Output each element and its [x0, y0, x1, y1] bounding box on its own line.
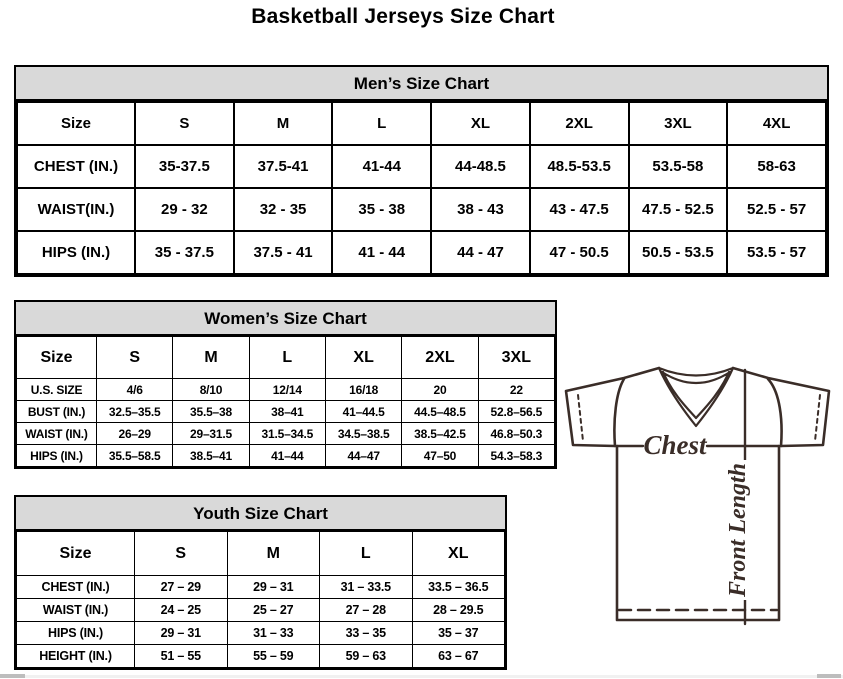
data-cell: 44-48.5 — [431, 145, 530, 188]
data-cell: 34.5–38.5 — [325, 423, 401, 445]
data-cell: 44 - 47 — [431, 231, 530, 274]
column-header-cell: M — [234, 102, 333, 145]
data-cell: 37.5 - 41 — [234, 231, 333, 274]
data-cell: 29 – 31 — [227, 576, 320, 599]
data-cell: 32.5–35.5 — [97, 401, 173, 423]
table-row — [17, 622, 505, 645]
page-title: Basketball Jerseys Size Chart — [251, 5, 555, 28]
front-length-label: Front Length — [725, 462, 751, 598]
table-row — [17, 599, 505, 622]
data-cell: 29 - 32 — [135, 188, 234, 231]
data-cell: 52.8–56.5 — [478, 401, 554, 423]
table-row — [17, 576, 505, 599]
bottom-scrollbar-track — [0, 675, 843, 678]
data-cell: 59 – 63 — [320, 645, 413, 668]
row-label-cell: U.S. SIZE — [17, 379, 97, 401]
data-cell: 31 – 33.5 — [320, 576, 413, 599]
data-cell: 8/10 — [173, 379, 249, 401]
column-header-cell: L — [249, 337, 325, 379]
data-cell: 12/14 — [249, 379, 325, 401]
row-label-cell: WAIST (IN.) — [17, 599, 135, 622]
column-header-cell: Size — [17, 102, 135, 145]
column-header-cell: L — [320, 532, 413, 576]
data-cell: 47.5 - 52.5 — [629, 188, 728, 231]
data-cell: 37.5-41 — [234, 145, 333, 188]
table-row — [17, 401, 555, 423]
row-label-cell: HEIGHT (IN.) — [17, 645, 135, 668]
column-header-cell: Size — [17, 532, 135, 576]
data-cell: 31 – 33 — [227, 622, 320, 645]
jersey-left-seam — [614, 379, 624, 446]
jersey-right-seam — [768, 379, 782, 446]
bottom-left-scrollbar-fragment[interactable] — [0, 674, 25, 678]
data-cell: 54.3–58.3 — [478, 445, 554, 467]
data-cell: 47–50 — [402, 445, 478, 467]
data-cell: 35 – 37 — [412, 622, 505, 645]
column-header-cell: S — [135, 532, 228, 576]
row-label-cell: CHEST (IN.) — [17, 145, 135, 188]
data-cell: 33.5 – 36.5 — [412, 576, 505, 599]
data-cell: 29–31.5 — [173, 423, 249, 445]
data-cell: 25 – 27 — [227, 599, 320, 622]
column-header-cell: M — [173, 337, 249, 379]
data-cell: 41-44 — [332, 145, 431, 188]
data-cell: 41–44.5 — [325, 401, 401, 423]
jersey-left-cuff-dashes — [578, 395, 583, 441]
column-header-cell: L — [332, 102, 431, 145]
data-cell: 4/6 — [97, 379, 173, 401]
data-cell: 44–47 — [325, 445, 401, 467]
data-cell: 16/18 — [325, 379, 401, 401]
table-row — [17, 379, 555, 401]
youth-size-table — [16, 531, 505, 668]
data-cell: 20 — [402, 379, 478, 401]
data-cell: 29 – 31 — [135, 622, 228, 645]
jersey-collar — [659, 368, 733, 426]
column-header-cell: 4XL — [727, 102, 826, 145]
column-header-cell: S — [97, 337, 173, 379]
youth-size-chart-table — [14, 495, 507, 670]
chest-label: Chest — [643, 430, 707, 460]
column-header-cell: 3XL — [629, 102, 728, 145]
column-header-cell: 3XL — [478, 337, 554, 379]
table-row — [17, 145, 826, 188]
mens-size-table — [16, 101, 827, 275]
mens-size-chart-table — [14, 65, 829, 277]
row-label-cell: WAIST(IN.) — [17, 188, 135, 231]
data-cell: 24 – 25 — [135, 599, 228, 622]
row-label-cell: HIPS (IN.) — [17, 622, 135, 645]
bottom-right-scrollbar-fragment[interactable] — [817, 674, 841, 678]
womens-size-table — [16, 336, 555, 467]
column-header-cell: M — [227, 532, 320, 576]
column-header-cell: XL — [431, 102, 530, 145]
data-cell: 52.5 - 57 — [727, 188, 826, 231]
data-cell: 46.8–50.3 — [478, 423, 554, 445]
column-header-cell: 2XL — [530, 102, 629, 145]
data-cell: 38 - 43 — [431, 188, 530, 231]
data-cell: 53.5-58 — [629, 145, 728, 188]
table-row — [17, 445, 555, 467]
data-cell: 35.5–58.5 — [97, 445, 173, 467]
data-cell: 38.5–42.5 — [402, 423, 478, 445]
row-label-cell: HIPS (IN.) — [17, 231, 135, 274]
column-header-cell: S — [135, 102, 234, 145]
table-row — [17, 188, 826, 231]
data-cell: 58-63 — [727, 145, 826, 188]
data-cell: 32 - 35 — [234, 188, 333, 231]
data-cell: 51 – 55 — [135, 645, 228, 668]
data-cell: 55 – 59 — [227, 645, 320, 668]
data-cell: 35 - 37.5 — [135, 231, 234, 274]
column-header-cell: Size — [17, 337, 97, 379]
column-header-cell: XL — [325, 337, 401, 379]
mens-size-chart-title: Men’s Size Chart — [16, 67, 827, 101]
data-cell: 41–44 — [249, 445, 325, 467]
data-cell: 22 — [478, 379, 554, 401]
data-cell: 53.5 - 57 — [727, 231, 826, 274]
table-row — [17, 423, 555, 445]
data-cell: 35 - 38 — [332, 188, 431, 231]
data-cell: 47 - 50.5 — [530, 231, 629, 274]
data-cell: 43 - 47.5 — [530, 188, 629, 231]
column-header-cell: XL — [412, 532, 505, 576]
data-cell: 33 – 35 — [320, 622, 413, 645]
data-cell: 28 – 29.5 — [412, 599, 505, 622]
data-cell: 44.5–48.5 — [402, 401, 478, 423]
header-row — [17, 337, 555, 379]
data-cell: 50.5 - 53.5 — [629, 231, 728, 274]
data-cell: 35.5–38 — [173, 401, 249, 423]
data-cell: 27 – 29 — [135, 576, 228, 599]
table-row — [17, 231, 826, 274]
row-label-cell: HIPS (IN.) — [17, 445, 97, 467]
data-cell: 27 – 28 — [320, 599, 413, 622]
womens-size-chart-title: Women’s Size Chart — [16, 302, 555, 336]
data-cell: 38–41 — [249, 401, 325, 423]
row-label-cell: BUST (IN.) — [17, 401, 97, 423]
womens-size-chart-table — [14, 300, 557, 469]
jersey-outline — [566, 368, 829, 620]
data-cell: 26–29 — [97, 423, 173, 445]
row-label-cell: CHEST (IN.) — [17, 576, 135, 599]
row-label-cell: WAIST (IN.) — [17, 423, 97, 445]
data-cell: 41 - 44 — [332, 231, 431, 274]
table-row — [17, 645, 505, 668]
data-cell: 48.5-53.5 — [530, 145, 629, 188]
data-cell: 31.5–34.5 — [249, 423, 325, 445]
header-row — [17, 532, 505, 576]
jersey-right-cuff-dashes — [815, 395, 820, 441]
header-row — [17, 102, 826, 145]
data-cell: 63 – 67 — [412, 645, 505, 668]
youth-size-chart-title: Youth Size Chart — [16, 497, 505, 531]
data-cell: 38.5–41 — [173, 445, 249, 467]
column-header-cell: 2XL — [402, 337, 478, 379]
jersey-measurement-diagram — [556, 358, 842, 663]
data-cell: 35-37.5 — [135, 145, 234, 188]
